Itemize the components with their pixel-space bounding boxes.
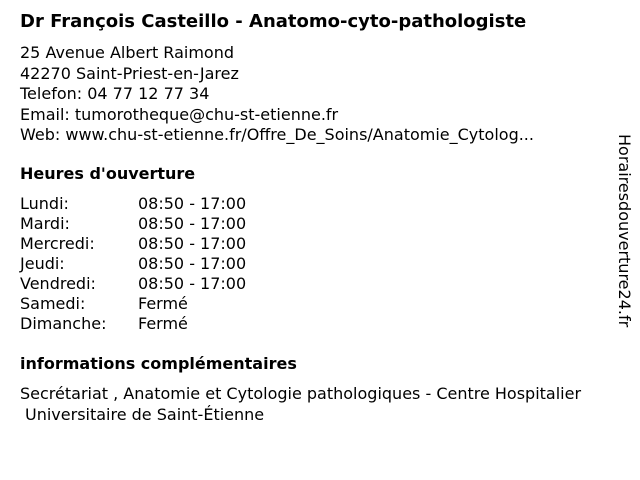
phone-number: Telefon: 04 77 12 77 34 bbox=[20, 84, 210, 103]
hours-value: Fermé bbox=[138, 314, 188, 333]
day-label: Dimanche: bbox=[20, 314, 107, 333]
hours-value: 08:50 - 17:00 bbox=[138, 274, 247, 293]
site-watermark: Horairesdouverture24.fr bbox=[615, 134, 634, 328]
additional-info-line: Secrétariat , Anatomie et Cytologie pathologiques - Centre Hospitalier bbox=[20, 384, 582, 403]
email-address: Email: tumorotheque@chu-st-etienne.fr bbox=[20, 104, 339, 124]
website-url: Web: www.chu-st-etienne.fr/Offre_De_Soins/Anatomie_Cytolog... bbox=[20, 125, 534, 144]
day-label: Lundi: bbox=[20, 194, 69, 213]
additional-info-line: Universitaire de Saint-Étienne bbox=[25, 404, 265, 424]
hours-value: 08:50 - 17:00 bbox=[138, 194, 247, 213]
hours-value: 08:50 - 17:00 bbox=[138, 254, 247, 273]
day-label: Mardi: bbox=[20, 214, 70, 233]
day-label: Mercredi: bbox=[20, 234, 95, 253]
hours-value: Fermé bbox=[138, 294, 188, 313]
day-label: Jeudi: bbox=[20, 254, 65, 273]
opening-hours-heading: Heures d'ouverture bbox=[20, 164, 196, 183]
page-title: Dr François Casteillo - Anatomo-cyto-pathologiste bbox=[20, 11, 527, 32]
hours-value: 08:50 - 17:00 bbox=[138, 214, 247, 233]
additional-info-heading: informations complémentaires bbox=[20, 354, 297, 373]
hours-value: 08:50 - 17:00 bbox=[138, 234, 247, 253]
street-address: 25 Avenue Albert Raimond bbox=[20, 43, 234, 62]
additional-info-text bbox=[20, 384, 640, 425]
city-postal-code: 42270 Saint-Priest-en-Jarez bbox=[20, 63, 239, 83]
address-block bbox=[20, 43, 534, 146]
day-label: Samedi: bbox=[20, 294, 86, 313]
day-label: Vendredi: bbox=[20, 274, 96, 293]
